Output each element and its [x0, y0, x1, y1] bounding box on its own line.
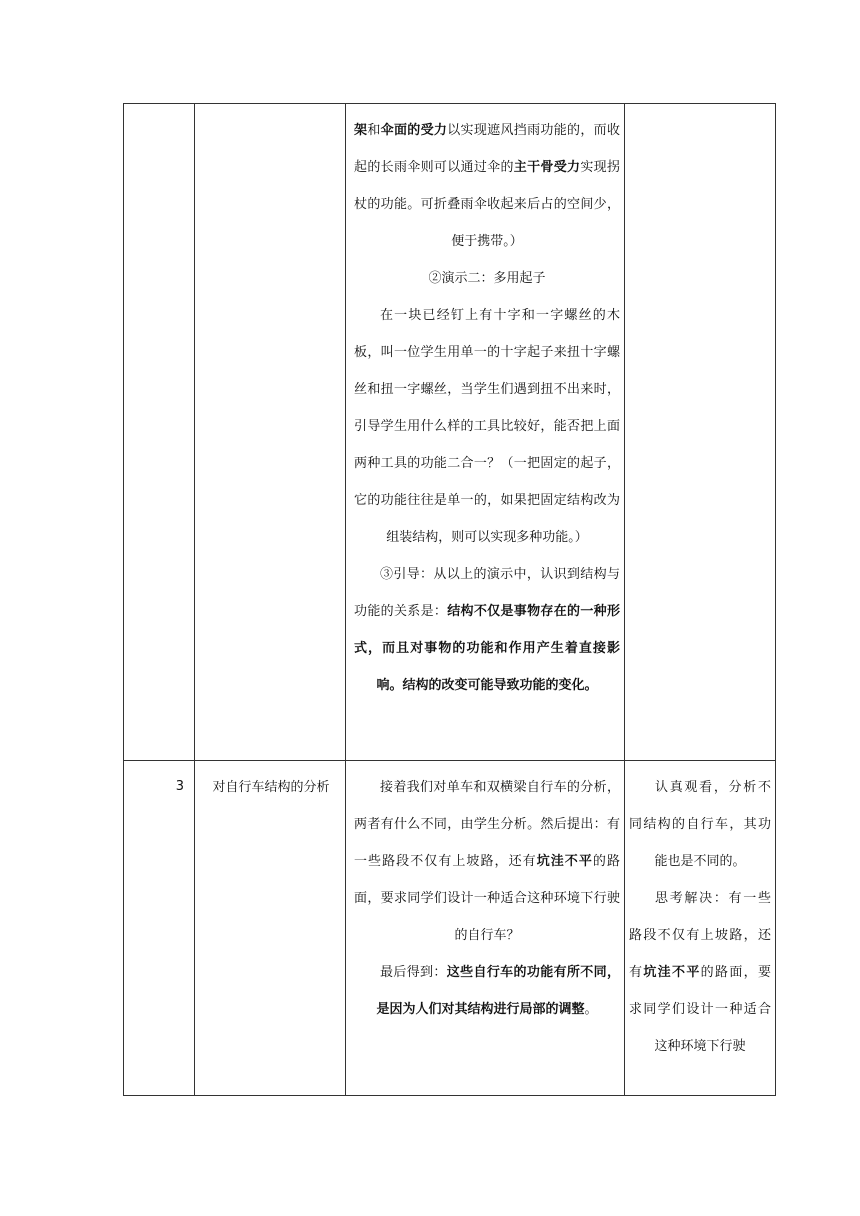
paragraph-umbrella: 架和伞面的受力以实现遮风挡雨功能的，而收起的长雨伞则可以通过伞的主干骨受力实现拐杖的功能。可折叠雨伞收起来后占的空间少，便于携带。）	[354, 123, 620, 249]
step-number-cell	[124, 104, 195, 761]
paragraph-screwdriver: 在一块已经钉上有十字和一字螺丝的木板，叫一位学生用单一的十字起子来扭十字螺丝和扭一字螺丝，当学生们遇到扭不出来时，引导学生用什么样的工具比较好，能否把上面两种工具的功能二合一？（一把固定的起子，它的功能往往是单一的，如果把固定结构改为组装结构，则可以实现多种功能。）	[354, 308, 620, 545]
student-observe: 认真观看，分析不同结构的自行车，其功能也是不同的。	[629, 780, 771, 869]
student-think: 思考解决：有一些路段不仅有上坡路，还有坑洼不平的路面，要求同学们设计一种适合这种环境下行驶	[629, 891, 771, 1054]
teacher-activity-cell	[346, 104, 625, 761]
step-title-cell	[195, 761, 346, 1096]
step-number: 3	[124, 761, 195, 1096]
student-activity-cell	[625, 761, 776, 1096]
table-row	[124, 104, 776, 761]
table-row	[124, 761, 776, 1096]
paragraph-bicycle-analysis: 接着我们对单车和双横梁自行车的分析，两者有什么不同，由学生分析。然后提出：有一些路段不仅有上坡路，还有坑洼不平的路面，要求同学们设计一种适合这种环境下行驶的自行车？	[354, 780, 620, 943]
lesson-plan-table	[123, 103, 776, 1096]
step-title: 对自行车结构的分析	[212, 780, 330, 795]
paragraph-conclusion: 最后得到：这些自行车的功能有所不同，是因为人们对其结构进行局部的调整。	[376, 965, 620, 1017]
step-title-cell	[195, 104, 346, 761]
teacher-activity-cell	[346, 761, 625, 1096]
student-activity-cell	[625, 104, 776, 761]
demo-two-heading: ②演示二：多用起子	[428, 271, 546, 286]
paragraph-guidance: ③引导：从以上的演示中，认识到结构与功能的关系是：结构不仅是事物存在的一种形式，而且对事物的功能和作用产生着直接影响。结构的改变可能导致功能的变化。	[354, 567, 620, 693]
